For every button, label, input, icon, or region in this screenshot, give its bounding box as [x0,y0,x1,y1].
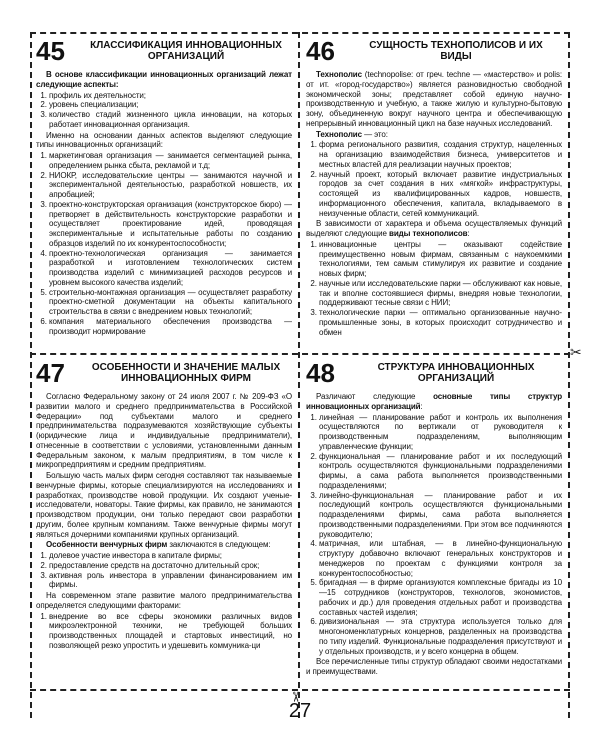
paragraph: — это: [361,129,388,139]
left-cut-line [30,32,32,718]
card-number: 47 [36,360,65,388]
term: виды технополисов [389,229,468,238]
paragraph: заключаются в следующем: [167,540,271,550]
card-45 [36,38,292,350]
intro-text: В основе классификации инновационных организаций лежат следующие аспекты: [36,70,292,89]
list-item: 2. научные или исследовательские парки — обслуживают как новые, так и вполне состоявшиеся фирмы, внедряя новые технологии, поддерживают тесные связи с НИИ; [319,279,562,308]
list-item: 1. инновационные центры — оказывают содействие преимущественно новым фирмам, связанным с наукоемкими технологиями, тем самым стимулируя их развитие и создание новых фирм; [319,240,562,279]
list-item: 1. линейная — планирование работ и контроль их выполнения осуществляются по вертикали от руководителя к производственным подразделениям, выполняющим управленческие функции; [319,413,562,452]
page-number: 27 [288,700,312,722]
term: основные типы структур инновационных организаций [306,392,562,411]
paragraph: Все перечисленные типы структур обладают своими недостатками и преимуществами. [306,657,562,676]
list-item: 1. долевое участие инвестора в капитале фирмы; [49,551,292,561]
list-item: 3. количество стадий жизненного цикла инновации, на которых работает инновационная организация. [49,110,292,130]
scissors-icon: ✂ [570,344,582,360]
list-item: 1. профиль их деятельности; [49,91,292,101]
paragraph: (technopolise: от греч. techne — «мастерство» и polis: от ит. «город-государство») является разновидностью свободной экономической зоны; представляет собой единую научно-производственную и учебную, а также жилую и культурно-бытовую зону, объединенную вокруг научного центра и обеспечивающую непрерывный инновационный цикл на базе научных исследований. [306,70,562,128]
list-item: 3. технологические парки — оптимально организованные научно-промышленные зоны, в которых происходит сотрудничество и обмен [319,308,562,337]
paragraph: Различают следующие [316,392,434,401]
paragraph: Большую часть малых фирм сегодня составляют так называемые венчурные фирмы, которые специализируются на исследованиях и разработках, производстве новой продукции. Их создают ученые-исследователи, новаторы. Такие фирмы, как правило, не занимаются производством продукции, они только передают свои разработки другим, более крупным компаниям. Также венчурные фирмы могут являться дочерними компаниями крупных организаций. [36,471,292,539]
list-item: 3. активная роль инвестора в управлении финансированием им фирмы. [49,571,292,591]
list-item: 5. строительно-монтажная организация — осуществляет разработку проектно-сметной документации на объекты капитального строительства в связи с внедрением новых технологий; [49,288,292,317]
card-number: 46 [306,38,335,66]
term: Особенности венчурных фирм [46,540,168,550]
list-item: 3. линейно-функциональная — планирование работ и их последующий контроль осуществляются функциональными подразделениями фирмы, сама работа выполняется производственными подразделениями. При этом все подчиняются руководителю; [319,491,562,540]
list-item: 6. компания материального обеспечения производства — производит нормирование [49,317,292,337]
card-number: 45 [36,38,65,66]
list-item: 2. функциональная — планирование работ и их последующий контроль осуществляются функциональными подразделениями фирмы, а сама работа выполняется производственными подразделениями; [319,452,562,491]
list-item: 2. НИОКР, исследовательские центры — занимаются научной и экспериментальной деятельностью, разработкой новшеств, их апробацией; [49,171,292,200]
card-number: 48 [306,360,335,388]
center-cut-line [298,32,300,718]
card-48: 48 СТРУКТУРА ИННОВАЦИОННЫХ ОРГАНИЗАЦИЙ Различают следующие основные типы структур инновационных организаций: 1. линейная — планирование работ и контроль их выполнения осуществляются по вертикали от руководителя к производственным подразделениям, выполняющим управленческие функции; 2. функциональная — планирование работ и их последующий контроль осуществляются функциональными подразделениями фирмы, а сама работа выполняется производственными подразделениями; 3. линейно-функциональная — планирование работ и их последующий контроль осуществляются функциональными подразделениями фирмы, сама работа выполняется производственными подразделениями. При этом все подчиняются руководителю; 4. матричная, или штабная, — в линейно-функциональную структуру добавочно включают генеральных конструкторов и менеджеров по проектам с функциями контроля за конкурентоспособностью; 5. бригадная — в фирме организуются комплексные бригады из 10—15 сотрудников (конструкторов, технологов, экономистов, рабочих и др.) для проведения отдельных работ и производства составных частей изделия; 6. дивизиональная — эта структура используется только для многономенклатурных концернов, разделенных на производства по типу изделий. Функциональные подразделения присутствуют и у отдельных производств, и у всего концерна в общем. Все перечисленные типы структур обладают своими недостатками и преимуществами. [306,360,562,686]
card-46: 46 СУЩНОСТЬ ТЕХНОПОЛИСОВ И ИХ ВИДЫ Технополис (technopolise: от греч. techne — «мастерство» и polis: от ит. «город-государство») является разновидностью свободной экономической зоны; представляет собой единую научно-производственную и учебную, а также жилую и культурно-бытовую зону, объединенную вокруг научного центра и обеспечивающую непрерывный инновационный цикл на базе научных исследований. Технополис — это: 1. форма регионального развития, создания структур, нацеленных на организацию взаимодействия бизнеса, университетов и местных властей для реализации научных проектов; 2. научный проект, который включает развитие индустриальных городов за счет создания в них «мягкой» инфраструктуры, состоящей из квалифицированных кадров, новшеств, информационного обеспечения, капитала, вкладываемого в неизученные области, сетей коммуникаций. В зависимости от характера и объема осуществляемых функций выделяют следующие виды технополисов: 1. инновационные центры — оказывают содействие преимущественно новым фирмам, связанным с наукоемкими технологиями, тем самым стимулируя их развитие и создание новых фирм; 2. научные или исследовательские парки — обслуживают как новые, так и вполне состоявшиеся фирмы, внедряя новые технологии, поддерживают тесные связи с НИИ; 3. технологические парки — оптимально организованные научно-промышленные зоны, в которых происходит сотрудничество и обмен [306,38,562,350]
card-title: СУЩНОСТЬ ТЕХНОПОЛИСОВ И ИХ ВИДЫ [369,39,543,62]
card-title: КЛАССИФИКАЦИЯ ИННОВАЦИОННЫХ ОРГАНИЗАЦИЙ [90,39,282,62]
list-item: 2. предоставление средств на достаточно длительный срок; [49,561,292,571]
list-item: 1. форма регионального развития, создания структур, нацеленных на организацию взаимодействия бизнеса, университетов и местных властей для реализации научных проектов; [319,140,562,169]
paragraph: Согласно Федеральному закону от 24 июля 2007 г. № 209-ФЗ «О развитии малого и среднего предпринимательства в Российской Федерации» под субъектами малого и среднего предпринимательства подразумеваются хозяйствующие субъекты (юридические лица и индивидуальные предприниматели), отнесенные в соответствии с условиями, установленными данным Федеральным законом, к малым предприятиям, в том числе к микропредприятиям и средним предприятиям. [36,392,292,470]
list-item: 6. дивизиональная — эта структура используется только для многономенклатурных концернов, разделенных на производства по типу изделий. Функциональные подразделения присутствуют и у отдельных производств, и у всего концерна в общем. [319,617,562,656]
list-item: 3. проектно-конструкторская организация (конструкторское бюро) — претворяет в действительность конструкторские разработки и осуществляет проектирование идей, проводящая экспериментальные и испытательные работы по созданию образцов изделий по их конкурентоспособности; [49,200,292,249]
term: Технополис [316,129,362,139]
middle-cut-line [30,353,570,355]
list-item: 2. уровень специализации; [49,100,292,110]
list-item: 4. проектно-технологическая организация — занимается разработкой и изготовлением технологических систем производства изделий с минимизацией расходов ресурсов и уровнем высокого качества изделий; [49,249,292,288]
list-item: 4. матричная, или штабная, — в линейно-функциональную структуру добавочно включают генеральных конструкторов и менеджеров по проектам с функциями контроля за конкурентоспособностью; [319,539,562,578]
top-cut-line [30,32,570,34]
scissors-icon: ✂ [287,691,304,703]
list-item: 5. бригадная — в фирме организуются комплексные бригады из 10—15 сотрудников (конструкторов, технологов, экономистов, рабочих и др.) для проведения отдельных работ и производства составных частей изделия; [319,578,562,617]
right-cut-line [568,32,570,718]
paragraph: Именно на основании данных аспектов выделяют следующие типы инновационных организаций: [36,130,292,150]
paragraph: В зависимости от характера и объема осуществляемых функций выделяют следующие [306,219,562,238]
list-item: 1. внедрение во все сферы экономики различных видов микроэлектронной техники, не требующей больших производственных площадей и стартовых инвестиций, но позволяющей резко упростить и удешевить коммуника-ци [49,612,292,651]
card-title: СТРУКТУРА ИННОВАЦИОННЫХ ОРГАНИЗАЦИЙ [377,361,535,384]
paragraph: На современном этапе развитие малого предпринимательства определяется следующими факторами: [36,591,292,610]
term: Технополис [316,70,362,79]
list-item: 1. маркетинговая организация — занимается сегментацией рынка, определением рынка сбыта, рекламой и т.д; [49,151,292,171]
card-title: ОСОБЕННОСТИ И ЗНАЧЕНИЕ МАЛЫХ ИННОВАЦИОННЫХ ФИРМ [91,361,281,384]
card-47 [36,360,292,686]
list-item: 2. научный проект, который включает развитие индустриальных городов за счет создания в них «мягкой» инфраструктуры, состоящей из квалифицированных кадров, новшеств, информационного обеспечения, капитала, вкладываемого в неизученные области, сетей коммуникаций. [319,170,562,219]
